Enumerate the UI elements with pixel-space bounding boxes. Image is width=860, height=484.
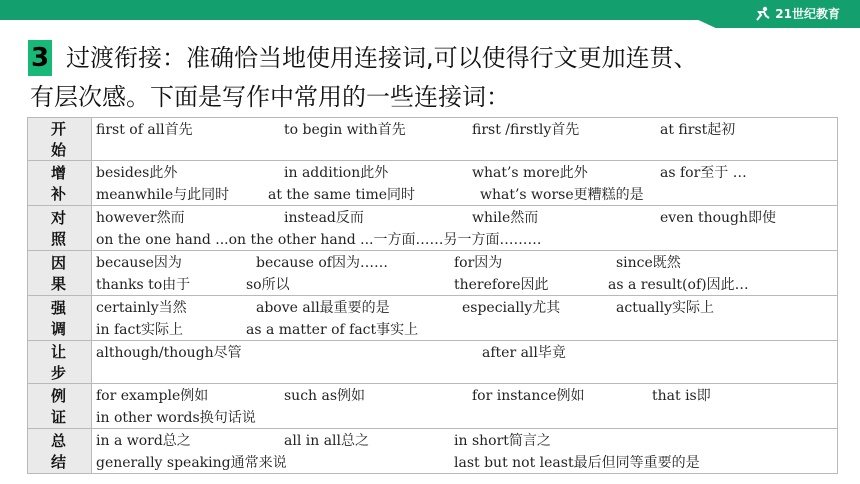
connective-item: at the same time同时: [268, 187, 416, 203]
connective-item: thanks to由于: [96, 277, 191, 293]
connective-line: [96, 341, 837, 363]
connective-item: certainly当然: [96, 300, 187, 316]
connective-item: all in all总之: [284, 433, 369, 449]
table-row: [28, 118, 838, 161]
connective-item: although/though尽管: [96, 345, 242, 361]
table-row: [28, 384, 838, 429]
connective-line: [96, 161, 837, 183]
connective-item: in a word总之: [96, 433, 191, 449]
section-number: 3: [28, 40, 52, 76]
connective-item: such as例如: [284, 388, 366, 404]
category-label: 开 始: [28, 118, 92, 161]
category-label: 对 照: [28, 206, 92, 251]
connective-item: above all最重要的是: [256, 300, 390, 316]
connective-list: [92, 206, 838, 251]
table-row: [28, 161, 838, 206]
connective-item: especially尤其: [462, 300, 561, 316]
brand-logo: [753, 5, 840, 22]
connectives-table: [27, 117, 838, 474]
connective-item: last but not least最后但同等重要的是: [454, 455, 700, 471]
connective-line: [96, 273, 837, 295]
connective-line: [96, 384, 837, 406]
connective-item: because of因为……: [256, 255, 388, 271]
table-row: [28, 206, 838, 251]
connective-line: [96, 118, 837, 140]
connective-item: what’s worse更糟糕的是: [480, 187, 644, 203]
category-label: 增 补: [28, 161, 92, 206]
connective-item: so所以: [246, 277, 290, 293]
category-label: 例 证: [28, 384, 92, 429]
category-label: 强 调: [28, 296, 92, 341]
connective-item: actually实际上: [616, 300, 715, 316]
category-label: 因 果: [28, 251, 92, 296]
connective-item: for example例如: [96, 388, 209, 404]
header-bar-cutout: [0, 20, 720, 30]
connective-item: to begin with首先: [284, 122, 406, 138]
connective-item: therefore因此: [454, 277, 549, 293]
connective-item: at first起初: [660, 122, 736, 138]
table-row: [28, 296, 838, 341]
connective-list: [92, 429, 838, 474]
connective-line: [96, 318, 837, 340]
connective-list: [92, 251, 838, 296]
connective-list: [92, 118, 838, 161]
connective-item: because因为: [96, 255, 182, 271]
table-row: [28, 251, 838, 296]
connective-line: [96, 228, 837, 250]
connective-line: [96, 206, 837, 228]
connective-item: what’s more此外: [472, 165, 588, 181]
connective-item: generally speaking通常来说: [96, 455, 287, 471]
connective-item: however然而: [96, 210, 185, 226]
connective-item: while然而: [472, 210, 539, 226]
connective-list: [92, 341, 838, 384]
connective-list: [92, 384, 838, 429]
connective-item: after all毕竟: [482, 345, 566, 361]
connective-item: for因为: [454, 255, 503, 271]
connective-item: on the one hand ...on the other hand ...一方面……另一方面………: [96, 232, 542, 248]
connective-list: [92, 296, 838, 341]
heading-line-1: 过渡衔接：准确恰当地使用连接词,可以使得行文更加连贯、: [66, 44, 698, 72]
connective-item: for instance例如: [472, 388, 585, 404]
connective-item: first /firstly首先: [472, 122, 580, 138]
connective-item: in other words换句话说: [96, 410, 256, 426]
category-label: 让 步: [28, 341, 92, 384]
table-row: [28, 341, 838, 384]
logo-text: 21世纪教育: [775, 7, 840, 21]
connective-list: [92, 161, 838, 206]
connective-line: [96, 406, 837, 428]
runner-icon: [753, 6, 771, 22]
connective-line: [96, 183, 837, 205]
connective-item: in fact实际上: [96, 322, 183, 338]
heading-line-2: 有层次感。下面是写作中常用的一些连接词：: [30, 83, 510, 111]
connective-line: [96, 429, 837, 451]
category-label: 总 结: [28, 429, 92, 474]
connective-item: that is即: [652, 388, 711, 404]
connective-item: even though即使: [660, 210, 777, 226]
table-row: [28, 429, 838, 474]
connective-line: [96, 251, 837, 273]
connective-line: [96, 296, 837, 318]
connective-item: since既然: [616, 255, 681, 271]
connective-item: besides此外: [96, 165, 178, 181]
connective-item: as a matter of fact事实上: [246, 322, 419, 338]
connective-item: instead反而: [284, 210, 364, 226]
connective-item: meanwhile与此同时: [96, 187, 230, 203]
connective-item: as for至于 …: [660, 165, 747, 181]
connective-item: in addition此外: [284, 165, 389, 181]
connective-line: [96, 451, 837, 473]
connective-item: first of all首先: [96, 122, 193, 138]
connective-item: in short简言之: [454, 433, 551, 449]
connective-item: as a result(of)因此…: [608, 277, 749, 293]
